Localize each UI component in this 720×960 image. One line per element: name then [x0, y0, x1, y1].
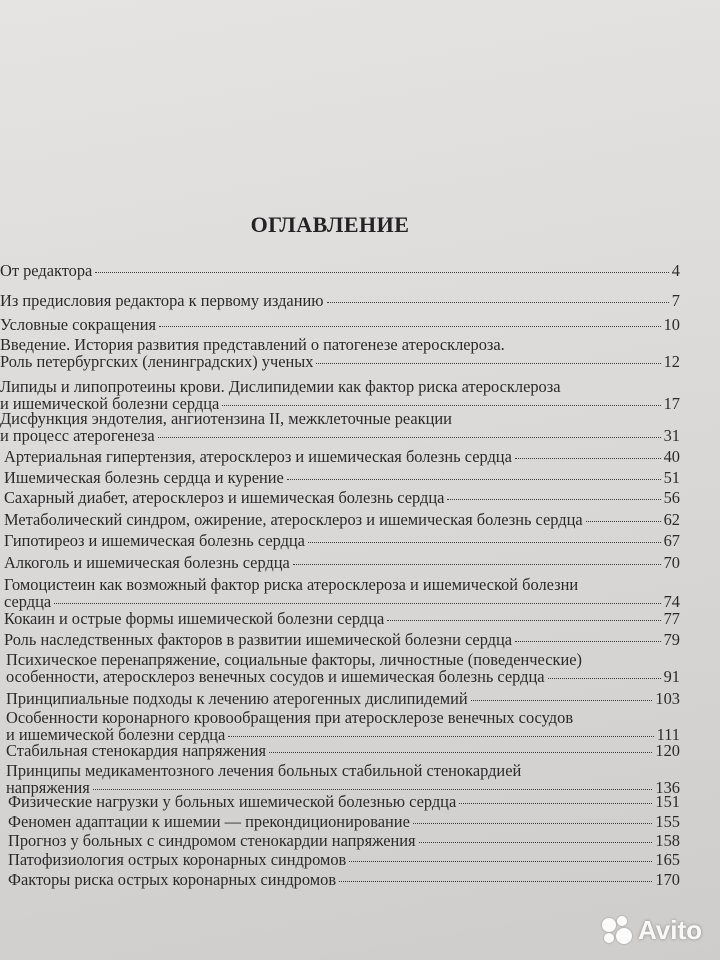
toc-page-number: 158 [655, 831, 680, 850]
toc-leader-dots [308, 542, 661, 543]
toc-page-number: 40 [663, 447, 680, 466]
toc-leader-dots [349, 861, 652, 862]
toc-entry [6, 762, 680, 796]
toc-entry-title: Психическое перенапряжение, социальные факторы, личностные (поведенческие) [6, 650, 582, 669]
toc-entry-title: Принципиальные подходы к лечению атерогенных дислипидемий [6, 689, 468, 708]
toc-leader-dots [548, 678, 661, 679]
toc-leader-dots [447, 499, 660, 500]
toc-entry-title: Липиды и липопротеины крови. Дислипидемии как фактор риска атеросклероза [0, 377, 561, 396]
toc-entry [8, 793, 680, 810]
toc-entry [8, 851, 680, 868]
toc-entry [4, 489, 680, 506]
toc-page-number: 7 [671, 291, 680, 310]
toc-entry-title: и процесс атерогенеза [0, 426, 155, 445]
toc-entry [6, 690, 680, 707]
toc-entry-title: Патофизиология острых коронарных синдромов [8, 850, 347, 869]
avito-wordmark: Avito [637, 915, 702, 945]
toc-entry-title: Гипотиреоз и ишемическая болезнь сердца [4, 531, 305, 550]
toc-leader-dots [228, 736, 653, 737]
toc-entry [4, 576, 680, 610]
toc-entry [4, 469, 680, 486]
toc-entry [4, 511, 680, 528]
toc-entry [0, 292, 680, 309]
toc-page-number: 10 [663, 315, 680, 334]
page-title: ОГЛАВЛЕНИЕ [250, 212, 410, 237]
toc-entry-title: особенности, атеросклероз венечных сосудов и ишемическая болезнь сердца [6, 667, 545, 686]
toc-entry-title: Из предисловия редактора к первому изданию [0, 291, 324, 310]
toc-entry [0, 316, 680, 333]
toc-page-number: 77 [663, 609, 680, 628]
toc-page-number: 31 [663, 426, 680, 445]
toc-page-number: 62 [663, 510, 680, 529]
toc-leader-dots [459, 803, 652, 804]
avito-logo-icon [602, 916, 632, 946]
toc-leader-dots [54, 603, 660, 604]
toc-leader-dots [95, 272, 668, 273]
toc-page-number: 151 [655, 792, 680, 811]
toc-leader-dots [515, 458, 661, 459]
toc-entry [0, 410, 680, 444]
toc-page-number: 111 [656, 725, 680, 744]
toc-entry-title: Гомоцистеин как возможный фактор риска атеросклероза и ишемической болезни [4, 575, 579, 594]
toc-leader-dots [269, 752, 652, 753]
toc-page-number: 74 [663, 592, 680, 611]
toc-entry [0, 262, 680, 279]
toc-entry-title: Роль петербургских (ленинградских) ученых [0, 352, 314, 371]
toc-entry [0, 378, 680, 412]
toc-page-number: 56 [663, 488, 680, 507]
toc-page-number: 4 [671, 261, 680, 280]
toc-leader-dots [93, 789, 653, 790]
toc-page-number: 17 [663, 394, 680, 413]
toc-leader-dots [586, 521, 661, 522]
toc-entry-title: Алкоголь и ишемическая болезнь сердца [4, 553, 290, 572]
toc-entry [8, 832, 680, 849]
avito-watermark [602, 915, 702, 946]
toc-entry [6, 742, 680, 759]
toc-entry [8, 813, 680, 830]
toc-entry-title: Феномен адаптации к ишемии — прекондиционирование [8, 812, 410, 831]
toc-page-number: 136 [655, 778, 680, 797]
toc-entry [4, 448, 680, 465]
toc-entry [4, 610, 680, 627]
toc-leader-dots [515, 641, 661, 642]
toc-entry-title: Особенности коронарного кровообращения при атеросклерозе венечных сосудов [6, 708, 574, 727]
toc-entry-title: Условные сокращения [0, 315, 157, 334]
toc-entry-title: Роль наследственных факторов в развитии ишемической болезни сердца [4, 630, 513, 649]
toc-entry [4, 554, 680, 571]
toc-leader-dots [419, 842, 653, 843]
toc-page-number: 103 [655, 689, 680, 708]
toc-entry-title: Введение. История развития представлений о патогенезе атеросклероза. [0, 335, 505, 354]
toc-entry-title: напряжения [6, 778, 90, 797]
toc-page-number: 120 [655, 741, 680, 760]
toc-leader-dots [413, 823, 653, 824]
toc-page-number: 155 [655, 812, 680, 831]
toc-page-number: 91 [663, 667, 680, 686]
toc-entry-title: и ишемической болезни сердца [6, 725, 226, 744]
toc-entry-title: Метаболический синдром, ожирение, атеросклероз и ишемическая болезнь сердца [4, 510, 583, 529]
toc-entry-title: Кокаин и острые формы ишемической болезни сердца [4, 609, 385, 628]
toc-leader-dots [471, 700, 653, 701]
toc-entry-title: Сахарный диабет, атеросклероз и ишемическая болезнь сердца [4, 488, 445, 507]
toc-entry-title: сердца [4, 592, 52, 611]
toc-entry-title: Стабильная стенокардия напряжения [6, 741, 267, 760]
toc-leader-dots [327, 302, 669, 303]
toc-leader-dots [293, 564, 661, 565]
toc-page-number: 12 [663, 352, 680, 371]
toc-page-number: 70 [663, 553, 680, 572]
toc-entry [4, 532, 680, 549]
toc-page-number: 165 [655, 850, 680, 869]
toc-leader-dots [339, 881, 652, 882]
toc-entry [6, 651, 680, 685]
toc-entry [0, 336, 680, 370]
toc-entry [4, 631, 680, 648]
toc-leader-dots [316, 363, 660, 364]
toc-leader-dots [387, 620, 660, 621]
toc-leader-dots [158, 437, 661, 438]
toc-entry-title: Ишемическая болезнь сердца и курение [4, 468, 284, 487]
toc-page-number: 51 [663, 468, 680, 487]
toc-entry-title: Факторы риска острых коронарных синдромов [8, 870, 337, 889]
toc-page-number: 170 [655, 870, 680, 889]
toc-page-number: 79 [663, 630, 680, 649]
toc-entry-title: Принципы медикаментозного лечения больных стабильной стенокардией [6, 761, 522, 780]
toc-leader-dots [159, 326, 661, 327]
toc-entry-title: Прогноз у больных с синдромом стенокардии напряжения [8, 831, 416, 850]
toc-entry-title: Дисфункция эндотелия, ангиотензина II, межклеточные реакции [0, 409, 452, 428]
toc-entry-title: и ишемической болезни сердца [0, 394, 220, 413]
toc-page-number: 67 [663, 531, 680, 550]
toc-entry-title: От редактора [0, 261, 93, 280]
toc-entry-title: Артериальная гипертензия, атеросклероз и ишемическая болезнь сердца [4, 447, 512, 466]
toc-leader-dots [287, 479, 661, 480]
toc-entry [8, 871, 680, 888]
toc-entry-title: Физические нагрузки у больных ишемической болезнью сердца [8, 792, 457, 811]
toc-entry [6, 709, 680, 743]
toc-leader-dots [222, 405, 660, 406]
